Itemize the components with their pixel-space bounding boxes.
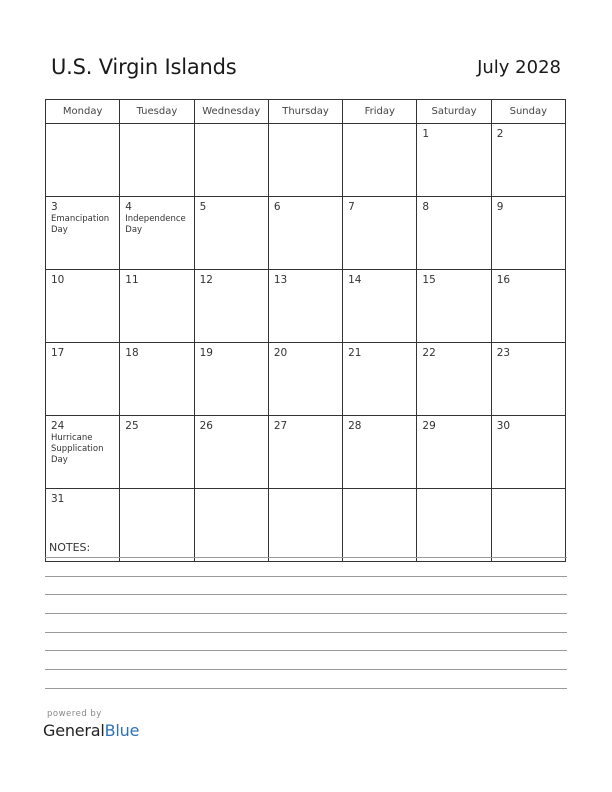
weekday-header: Monday [46, 100, 120, 124]
notes-line [45, 669, 567, 670]
powered-by-text: powered by [47, 709, 102, 719]
day-cell [417, 489, 491, 562]
generalblue-logo[interactable] [43, 721, 139, 740]
calendar-country-title: U.S. Virgin Islands [51, 55, 237, 79]
holiday-label: Independence Day [125, 214, 186, 235]
day-number: 18 [125, 347, 139, 359]
brand-blue-text: Blue [104, 721, 140, 740]
day-number: 15 [422, 274, 436, 286]
day-cell [417, 270, 491, 343]
day-number: 14 [348, 274, 362, 286]
day-cell [343, 489, 417, 562]
day-cell [268, 489, 342, 562]
day-cell [491, 124, 565, 197]
day-cell [46, 416, 120, 489]
day-cell [343, 124, 417, 197]
week-row [46, 270, 566, 343]
day-cell [268, 270, 342, 343]
day-cell [268, 416, 342, 489]
calendar-grid [45, 99, 566, 562]
day-cell [194, 197, 268, 270]
day-number: 1 [422, 128, 430, 140]
day-number: 26 [199, 420, 213, 432]
day-cell [343, 343, 417, 416]
holiday-label: Emancipation Day [51, 214, 110, 235]
day-cell [120, 270, 194, 343]
day-cell [120, 343, 194, 416]
notes-label: NOTES: [49, 541, 91, 554]
day-number: 28 [348, 420, 362, 432]
weekday-header-row [46, 100, 566, 124]
day-cell [491, 197, 565, 270]
notes-line [45, 650, 567, 651]
day-number: 13 [273, 274, 288, 286]
day-cell [120, 416, 194, 489]
day-number: 10 [51, 274, 65, 286]
week-row [46, 489, 566, 562]
day-cell [194, 270, 268, 343]
day-number: 2 [496, 128, 504, 140]
notes-line [45, 594, 567, 595]
weekday-header: Friday [343, 100, 417, 124]
day-cell [343, 416, 417, 489]
day-cell [194, 489, 268, 562]
day-number: 20 [273, 347, 288, 359]
day-cell [343, 270, 417, 343]
day-cell [194, 416, 268, 489]
day-number: 5 [199, 201, 207, 213]
week-row [46, 343, 566, 416]
weekday-header: Wednesday [194, 100, 268, 124]
day-cell [491, 343, 565, 416]
day-cell [194, 124, 268, 197]
day-cell [491, 489, 565, 562]
day-number: 3 [51, 201, 58, 213]
weekday-header: Tuesday [120, 100, 194, 124]
day-cell [46, 343, 120, 416]
day-cell [268, 197, 342, 270]
day-cell [417, 416, 491, 489]
day-cell [120, 124, 194, 197]
day-cell [194, 343, 268, 416]
day-cell [343, 197, 417, 270]
day-cell [46, 124, 120, 197]
day-number: 12 [199, 274, 213, 286]
day-number: 27 [273, 420, 288, 432]
day-cell [120, 197, 194, 270]
weekday-header: Saturday [417, 100, 491, 124]
day-cell [46, 270, 120, 343]
brand-general-text: General [43, 721, 105, 740]
day-number: 30 [496, 420, 511, 432]
notes-line [45, 576, 567, 577]
day-number: 21 [348, 347, 362, 359]
weekday-header: Thursday [268, 100, 342, 124]
day-cell [417, 197, 491, 270]
day-cell [46, 197, 120, 270]
week-row [46, 124, 566, 197]
day-number: 22 [422, 347, 436, 359]
day-number: 7 [348, 201, 355, 213]
day-number: 6 [273, 201, 281, 213]
day-cell [491, 270, 565, 343]
day-cell [417, 343, 491, 416]
holiday-label: Hurricane Supplication Day [51, 433, 104, 465]
week-row [46, 197, 566, 270]
day-number: 29 [422, 420, 436, 432]
day-number: 23 [496, 347, 511, 359]
notes-line [45, 632, 567, 633]
day-number: 19 [199, 347, 213, 359]
day-number: 24 [51, 420, 65, 432]
day-cell [268, 343, 342, 416]
week-row [46, 416, 566, 489]
notes-line [45, 688, 567, 689]
day-number: 4 [125, 201, 132, 213]
day-number: 9 [496, 201, 504, 213]
day-number: 17 [51, 347, 65, 359]
day-number: 11 [125, 274, 139, 286]
day-number: 8 [422, 201, 430, 213]
notes-line [45, 557, 567, 558]
day-cell [491, 416, 565, 489]
day-cell [120, 489, 194, 562]
day-number: 16 [496, 274, 511, 286]
day-cell [268, 124, 342, 197]
day-number: 25 [125, 420, 139, 432]
weekday-header: Sunday [491, 100, 565, 124]
notes-line [45, 613, 567, 614]
calendar-month-year: July 2028 [477, 57, 561, 78]
day-cell [417, 124, 491, 197]
day-number: 31 [51, 493, 65, 505]
